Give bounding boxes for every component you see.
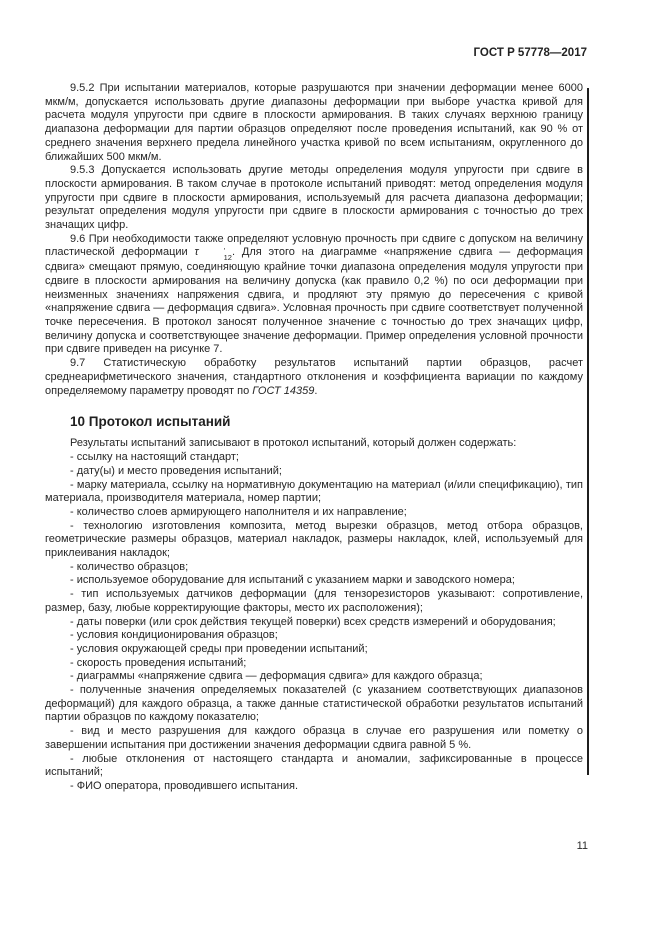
protocol-item: - условия кондиционирования образцов; xyxy=(70,629,278,642)
text-block xyxy=(45,82,583,794)
protocol-item: - вид и место разрушения для каждого образца в случае его разрушения или пометку о завершении испытания при достижении значения деформации сдвига равной 5 %. xyxy=(45,725,583,751)
paragraph-9-6-text-after: . Для этого на диаграмме «напряжение сдвига — деформация сдвига» смещают прямую, соединяющую крайние точки диапазона определения модуля упругости при сдвиге в плоскости армирования на величину допуска (как правило 0,2 %) по оси деформации при неизменных значениях напряжения сдвига, и продляют эту прямую до пересечения с кривой «напряжение сдвига — деформация сдвига». Условная прочность при сдвиге соответствует полученной точке пересечения. В протокол заносят полученное значение с точностью до трех значащих цифр, величину допуска и соответствующее значение деформации. Пример определения условной прочности при сдвиге приведен на рисунке 7. xyxy=(45,246,583,356)
tau-subscript: 12 xyxy=(223,252,232,262)
protocol-item: - диаграммы «напряжение сдвига — деформация сдвига» для каждого образца; xyxy=(70,670,483,683)
protocol-item: - технологию изготовления композита, метод вырезки образцов, метод отбора образцов, геометрические размеры образцов, материал накладок, размеры накладок, клей, используемый для приклеивания накладок; xyxy=(45,519,583,560)
protocol-item: - условия окружающей среды при проведении испытаний; xyxy=(70,642,368,655)
paragraph-9-7-text-after: . xyxy=(314,384,318,397)
protocol-item: - дату(ы) и место проведения испытаний; xyxy=(70,464,282,477)
protocol-intro: Результаты испытаний записывают в протокол испытаний, который должен содержать: xyxy=(70,437,517,450)
protocol-item: - количество слоев армирующего наполнителя и их направление; xyxy=(70,505,407,518)
protocol-item: - марку материала, ссылку на нормативную документацию на материал (и/или спецификацию), тип материала, производителя материала, номер партии; xyxy=(45,478,583,505)
running-header-standard-code: ГОСТ Р 57778—2017 xyxy=(473,47,587,59)
tau-12-formula xyxy=(194,246,232,262)
paragraph-9-6 xyxy=(45,233,583,357)
paragraph-9-7 xyxy=(45,357,583,398)
protocol-item: - скорость проведения испытаний; xyxy=(70,656,247,669)
protocol-item: - используемое оборудование для испытаний с указанием марки и заводского номера; xyxy=(70,574,515,587)
protocol-item: - тип используемых датчиков деформации (для тензорезисторов указывают: сопротивление, размер, базу, любые корректирующие факторы, место их расположения); xyxy=(45,588,583,614)
paragraph-9-5-2: 9.5.2 При испытании материалов, которые разрушаются при значении деформации менее 6000 мкм/м, допускается использовать другие диапазоны деформации при выборе участка кривой для расчета модуля упругости при сдвиге в плоскости армирования. В таких случаях верхнюю границу диапазона деформации для партии образцов определяют после проведения испытаний, как 90 % от среднего значения верхнего предела линейного участка кривой по всем испытаниям, округленного до ближайших 500 мкм/м. xyxy=(45,82,583,163)
tau-symbol: τ xyxy=(194,246,199,259)
revision-change-bar xyxy=(587,88,589,775)
section-10-heading: 10 Протокол испытаний xyxy=(70,414,231,430)
gost-14359-reference: ГОСТ 14359 xyxy=(252,384,315,397)
protocol-item: - ФИО оператора, проводившего испытания. xyxy=(70,780,299,792)
protocol-item: - ссылку на настоящий стандарт; xyxy=(70,451,239,464)
protocol-item: - полученные значения определяемых показателей (с указанием соответствующих диапазонов деформаций) для каждого образца, а также данные статистической обработки результатов испытаний партии образцов по каждому показателю; xyxy=(45,684,583,724)
protocol-item: - любые отклонения от настоящего стандарта и аномалии, зафиксированные в процессе испытаний; xyxy=(45,752,583,779)
paragraph-9-7-text-before: 9.7 Статистическую обработку результатов испытаний партии образцов, расчет среднеарифметического значения, стандартного отклонения и коэффициента вариации по каждому определяемому параметру проводят по xyxy=(45,357,583,397)
tau-superscript: ′ xyxy=(223,246,226,256)
page-number: 11 xyxy=(576,840,588,852)
tau-sup-sub xyxy=(199,248,232,261)
protocol-item: - даты поверки (или срок действия текущей поверки) всех средств измерений и оборудования; xyxy=(70,615,556,628)
paragraph-9-5-3: 9.5.3 Допускается использовать другие методы определения модуля упругости при сдвиге в плоскости армирования. В таком случае в протоколе испытаний приводят: метод определения модуля упругости при сдвиге в плоскости армирования, используемый для расчета диапазона деформации; результат определения модуля упругости при сдвиге в плоскости армирования с точностью до трех значащих цифр. xyxy=(45,164,583,232)
protocol-item: - количество образцов; xyxy=(70,560,189,573)
paragraph-9-6-text-before: 9.6 При необходимости также определяют условную прочность при сдвиге с допуском на величину пластической деформации xyxy=(45,232,583,259)
